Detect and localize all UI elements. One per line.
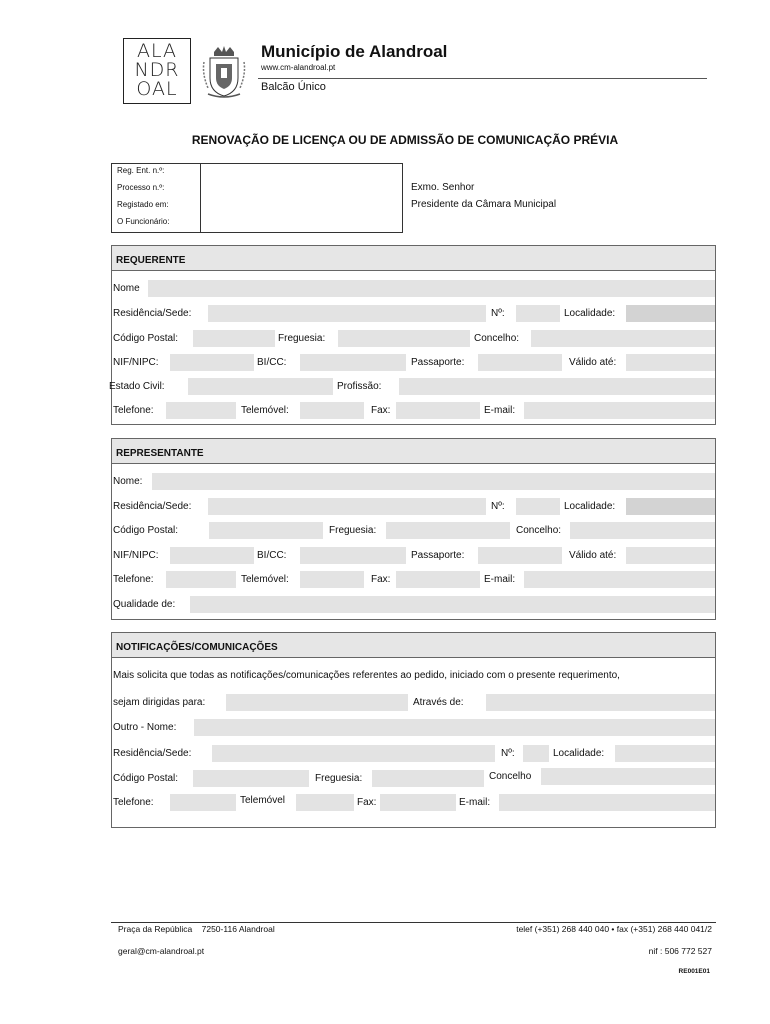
numero-label: Nº:	[491, 308, 505, 319]
localidade-label: Localidade:	[564, 501, 616, 512]
telemovel-label: Telemóvel	[240, 795, 286, 806]
form-code: RE001E01	[678, 968, 710, 975]
addressee-line-1: Exmo. Senhor	[411, 182, 475, 193]
localidade-label: Localidade:	[553, 748, 605, 759]
fax-label: Fax:	[371, 574, 391, 585]
footer-email: geral@cm-alandroal.pt	[118, 946, 205, 956]
requerente-nif-field[interactable]	[170, 354, 254, 371]
representante-fax-field[interactable]	[396, 571, 480, 588]
reg-entry-label: Reg. Ent. n.º:	[117, 166, 165, 175]
representante-email-field[interactable]	[524, 571, 715, 588]
bi-label: BI/CC:	[257, 550, 287, 561]
requerente-valido-field[interactable]	[626, 354, 715, 371]
notificacoes-codigo-postal-field[interactable]	[193, 770, 309, 787]
concelho-label: Concelho	[489, 771, 532, 782]
notificacoes-intro-text: Mais solicita que todas as notificações/comunicações referentes ao pedido, iniciado com o presente requerimento,	[113, 670, 620, 681]
codigo-postal-label: Código Postal:	[113, 773, 179, 784]
representante-freguesia-field[interactable]	[386, 522, 510, 539]
municipality-website: www.cm-alandroal.pt	[261, 63, 336, 72]
requerente-profissao-field[interactable]	[399, 378, 715, 395]
requerente-localidade-field[interactable]	[626, 305, 715, 322]
email-label: E-mail:	[459, 797, 491, 808]
representante-telefone-field[interactable]	[166, 571, 236, 588]
estado-civil-label: Estado Civil:	[109, 381, 165, 392]
requerente-codigo-postal-field[interactable]	[193, 330, 275, 347]
email-label: E-mail:	[484, 574, 516, 585]
document-title: RENOVAÇÃO DE LICENÇA OU DE ADMISSÃO DE COMUNICAÇÃO PRÉVIA	[191, 133, 619, 147]
nome-label: Nome	[113, 283, 140, 294]
numero-label: Nº:	[491, 501, 505, 512]
codigo-postal-label: Código Postal:	[113, 525, 179, 536]
nif-label: NIF/NIPC:	[113, 550, 159, 561]
registered-date-label: Registado em:	[117, 200, 169, 209]
footer-nif: nif : 506 772 527	[648, 946, 712, 956]
representante-nome-field[interactable]	[152, 473, 715, 490]
registration-divider	[200, 163, 201, 233]
representante-nif-field[interactable]	[170, 547, 254, 564]
dirigidas-label: sejam dirigidas para:	[113, 697, 206, 708]
representante-qualidade-field[interactable]	[190, 596, 715, 613]
representante-residencia-field[interactable]	[208, 498, 486, 515]
representante-passaporte-field[interactable]	[478, 547, 562, 564]
codigo-postal-label: Código Postal:	[113, 333, 179, 344]
logo-line: OAL	[136, 78, 178, 100]
concelho-label: Concelho:	[474, 333, 520, 344]
freguesia-label: Freguesia:	[329, 525, 377, 536]
addressee-line-2: Presidente da Câmara Municipal	[411, 199, 557, 210]
atraves-label: Através de:	[413, 697, 464, 708]
representante-concelho-field[interactable]	[570, 522, 715, 539]
email-label: E-mail:	[484, 405, 516, 416]
profissao-label: Profissão:	[337, 381, 382, 392]
notificacoes-heading: NOTIFICAÇÕES/COMUNICAÇÕES	[111, 632, 716, 658]
representante-telemovel-field[interactable]	[300, 571, 364, 588]
notificacoes-telefone-field[interactable]	[170, 794, 236, 811]
notificacoes-concelho-field[interactable]	[541, 768, 715, 785]
numero-label: Nº:	[501, 748, 515, 759]
fax-label: Fax:	[371, 405, 391, 416]
logo-line: ALA	[136, 40, 178, 62]
telefone-label: Telefone:	[113, 405, 154, 416]
requerente-nome-field[interactable]	[148, 280, 715, 297]
valido-label: Válido até:	[569, 550, 617, 561]
representante-bi-field[interactable]	[300, 547, 406, 564]
requerente-concelho-field[interactable]	[531, 330, 715, 347]
residencia-label: Residência/Sede:	[113, 748, 192, 759]
footer-address: Praça da República 7250-116 Alandroal	[118, 924, 275, 934]
telefone-label: Telefone:	[113, 574, 154, 585]
notificacoes-numero-field[interactable]	[523, 745, 549, 762]
representante-numero-field[interactable]	[516, 498, 560, 515]
requerente-fax-field[interactable]	[396, 402, 480, 419]
representante-heading: REPRESENTANTE	[111, 438, 716, 464]
localidade-label: Localidade:	[564, 308, 616, 319]
nome-label: Nome:	[113, 476, 143, 487]
coat-of-arms-icon	[200, 44, 248, 100]
representante-codigo-postal-field[interactable]	[209, 522, 323, 539]
footer-phones: telef (+351) 268 440 040 • fax (+351) 268 440 041/2	[516, 924, 712, 934]
residencia-label: Residência/Sede:	[113, 501, 192, 512]
passaporte-label: Passaporte:	[411, 550, 465, 561]
qualidade-label: Qualidade de:	[113, 599, 176, 610]
requerente-bi-field[interactable]	[300, 354, 406, 371]
telemovel-label: Telemóvel:	[241, 574, 289, 585]
requerente-heading: REQUERENTE	[111, 245, 716, 271]
telefone-label: Telefone:	[113, 797, 154, 808]
residencia-label: Residência/Sede:	[113, 308, 192, 319]
passaporte-label: Passaporte:	[411, 357, 465, 368]
representante-localidade-field[interactable]	[626, 498, 715, 515]
notificacoes-email-field[interactable]	[499, 794, 715, 811]
atraves-field[interactable]	[486, 694, 715, 711]
officer-label: O Funcionário:	[117, 217, 170, 226]
notificacoes-localidade-field[interactable]	[615, 745, 715, 762]
requerente-freguesia-field[interactable]	[338, 330, 470, 347]
notificacoes-telemovel-field[interactable]	[296, 794, 354, 811]
requerente-numero-field[interactable]	[516, 305, 560, 322]
fax-label: Fax:	[357, 797, 377, 808]
representante-valido-field[interactable]	[626, 547, 715, 564]
notificacoes-fax-field[interactable]	[380, 794, 456, 811]
logo-line: NDR	[134, 59, 180, 81]
requerente-telefone-field[interactable]	[166, 402, 236, 419]
requerente-email-field[interactable]	[524, 402, 715, 419]
service-name: Balcão Único	[261, 81, 326, 93]
valido-label: Válido até:	[569, 357, 617, 368]
concelho-label: Concelho:	[516, 525, 562, 536]
freguesia-label: Freguesia:	[315, 773, 363, 784]
process-number-label: Processo n.º:	[117, 183, 165, 192]
bi-label: BI/CC:	[257, 357, 287, 368]
outro-nome-label: Outro - Nome:	[113, 722, 177, 733]
notificacoes-freguesia-field[interactable]	[372, 770, 484, 787]
requerente-passaporte-field[interactable]	[478, 354, 562, 371]
municipality-name: Município de Alandroal	[261, 42, 448, 61]
requerente-telemovel-field[interactable]	[300, 402, 364, 419]
freguesia-label: Freguesia:	[278, 333, 326, 344]
footer-divider	[111, 922, 716, 923]
municipality-logo	[123, 38, 191, 104]
requerente-residencia-field[interactable]	[208, 305, 486, 322]
requerente-estado-civil-field[interactable]	[188, 378, 333, 395]
notificacoes-residencia-field[interactable]	[212, 745, 495, 762]
dirigidas-field[interactable]	[226, 694, 408, 711]
header-divider	[258, 78, 707, 79]
outro-nome-field[interactable]	[194, 719, 715, 736]
nif-label: NIF/NIPC:	[113, 357, 159, 368]
telemovel-label: Telemóvel:	[241, 405, 289, 416]
